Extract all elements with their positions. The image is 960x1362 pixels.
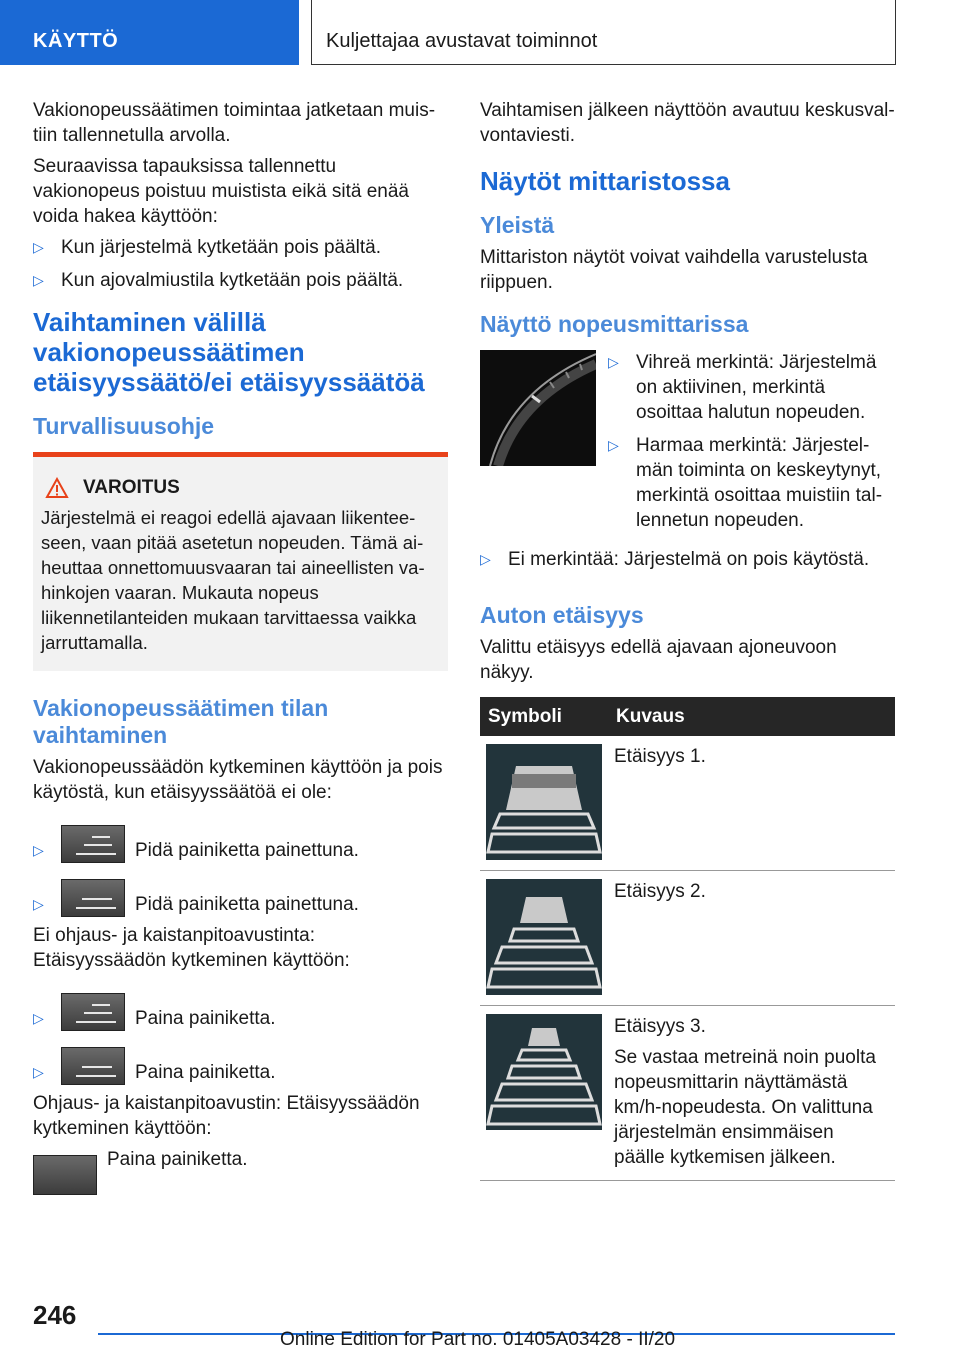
list-item: ▷ Kun järjestelmä kytketään pois päältä. [33, 237, 382, 258]
warning-box [33, 452, 448, 671]
section-heading: Näytöt mittaristossa [480, 166, 730, 196]
list-item: ▷ Pidä painiketta painettuna. [33, 811, 448, 863]
paragraph: Vaihtamisen jälkeen näyttöön avautuu keskusvalvontaviesti. [480, 100, 895, 146]
chapter-title: Kuljettajaa avustavat toiminnot [311, 0, 896, 65]
bullet-icon: ▷ [33, 842, 44, 858]
distance-table [480, 697, 895, 1181]
bullet-icon: ▷ [608, 437, 619, 453]
list-item: ▷ Paina painiketta. [33, 979, 448, 1031]
list-item: ▷ Ei merkintää: Järjestelmä on pois käytöstä. [480, 549, 870, 570]
bullet-icon: ▷ [33, 239, 44, 255]
right-column [480, 98, 895, 1181]
distance-minus-button-icon [61, 879, 125, 917]
page-number: 246 [33, 1300, 77, 1330]
distance-1-image [486, 744, 602, 860]
paragraph: Valittu etäisyys edellä ajavaan ajoneuvoon näkyy. [480, 637, 837, 683]
sub-heading: Näyttö nopeusmittarissa [480, 311, 749, 337]
bullet-icon: ▷ [33, 1010, 44, 1026]
column-header: Kuvaus [608, 697, 895, 736]
footer-edition: Online Edition for Part no. 01405A03428 - II/20 [280, 1329, 676, 1350]
distance-minus-button-icon [61, 1047, 125, 1085]
bullet-icon: ▷ [33, 896, 44, 912]
table-row [480, 736, 895, 871]
warning-triangle-icon [45, 477, 69, 499]
paragraph: Vakionopeussäätimen toimintaa jatketaan muistiin tallennetulla arvolla. [33, 100, 436, 146]
distance-plus-button-icon [61, 825, 125, 863]
paragraph: Ohjaus- ja kaistanpitoavustin: Etäisyyssäädön kytkeminen käyttöön: [33, 1093, 420, 1139]
section-tab: KÄYTTÖ [0, 0, 299, 65]
sub-heading: Auton etäisyys [480, 602, 644, 628]
paragraph: Seuraavissa tapauksissa tallennettu vakionopeus poistuu muistista eikä sitä enää voida hakea käyttöön: [33, 156, 410, 227]
list-item: ▷ Vihreä merkintä: Järjestelmä on aktiivinen, merkintä osoittaa halutun nopeuden. [608, 352, 877, 423]
bullet-icon: ▷ [480, 551, 491, 567]
table-cell: Etäisyys 2. [608, 871, 895, 1006]
bullet-icon: ▷ [33, 1064, 44, 1080]
paragraph: Ei ohjaus- ja kaistanpitoavustinta: Etäisyyssäädön kytkeminen käyttöön: [33, 925, 350, 971]
steering-assist-button-icon [33, 1155, 97, 1195]
left-column [33, 98, 448, 1195]
list-item: ▷ Pidä painiketta painettuna. [33, 865, 448, 917]
sub-heading: Turvallisuusohje [33, 413, 215, 439]
distance-3-image [486, 1014, 602, 1130]
list-item: ▷ Kun ajovalmiustila kytketään pois päältä. [33, 270, 404, 291]
table-row [480, 1006, 895, 1181]
table-cell: Etäisyys 1. [608, 736, 895, 871]
sub-heading: Yleistä [480, 212, 555, 238]
distance-2-image [486, 879, 602, 995]
list-item: ▷ Harmaa merkintä: Järjestelmän toiminta on keskeytynyt, merkintä osoittaa muistiin tallennetun nopeuden. [608, 435, 883, 531]
table-header-row [480, 697, 895, 736]
paragraph: Mittariston näytöt voivat vaihdella varustelusta riippuen. [480, 247, 868, 293]
speedometer-image [480, 350, 596, 466]
paragraph: Vakionopeussäädön kytkeminen käyttöön ja pois käytöstä, kun etäisyyssäätöä ei ole: [33, 757, 443, 803]
bullet-icon: ▷ [608, 354, 619, 370]
column-header: Symboli [480, 697, 608, 736]
sub-heading: Vakionopeussäätimen tilan vaihtaminen [33, 695, 329, 748]
warning-text: Järjestelmä ei reagoi edellä ajavaan liikenteeseen, vaan pitää asetetun nopeuden. Tämä aiheuttaa onnettomuusvaaran tai aineellisten vahinkojen vaaran. Mukauta nopeus liikennetilanteiden mukaan tarvittaessa vaikka jarruttamalla. [41, 507, 425, 653]
table-row [480, 871, 895, 1006]
list-item: ▷ Paina painiketta. [33, 1033, 448, 1085]
bullet-icon: ▷ [33, 272, 44, 288]
warning-title: VAROITUS [83, 477, 180, 498]
section-heading: Vaihtaminen välillä vakionopeussäätimen etäisyyssäätö/ei etäisyyssäätöä [33, 307, 425, 397]
distance-plus-button-icon [61, 993, 125, 1031]
table-cell: Etäisyys 3. Se vastaa metreinä noin puolta nopeusmittarin näyttämästä km/h-nopeudesta. On valittuna järjestelmän ensimmäisen päälle kytkemisen jälkeen. [608, 1006, 895, 1181]
list-item: Paina painiketta. [33, 1147, 448, 1195]
